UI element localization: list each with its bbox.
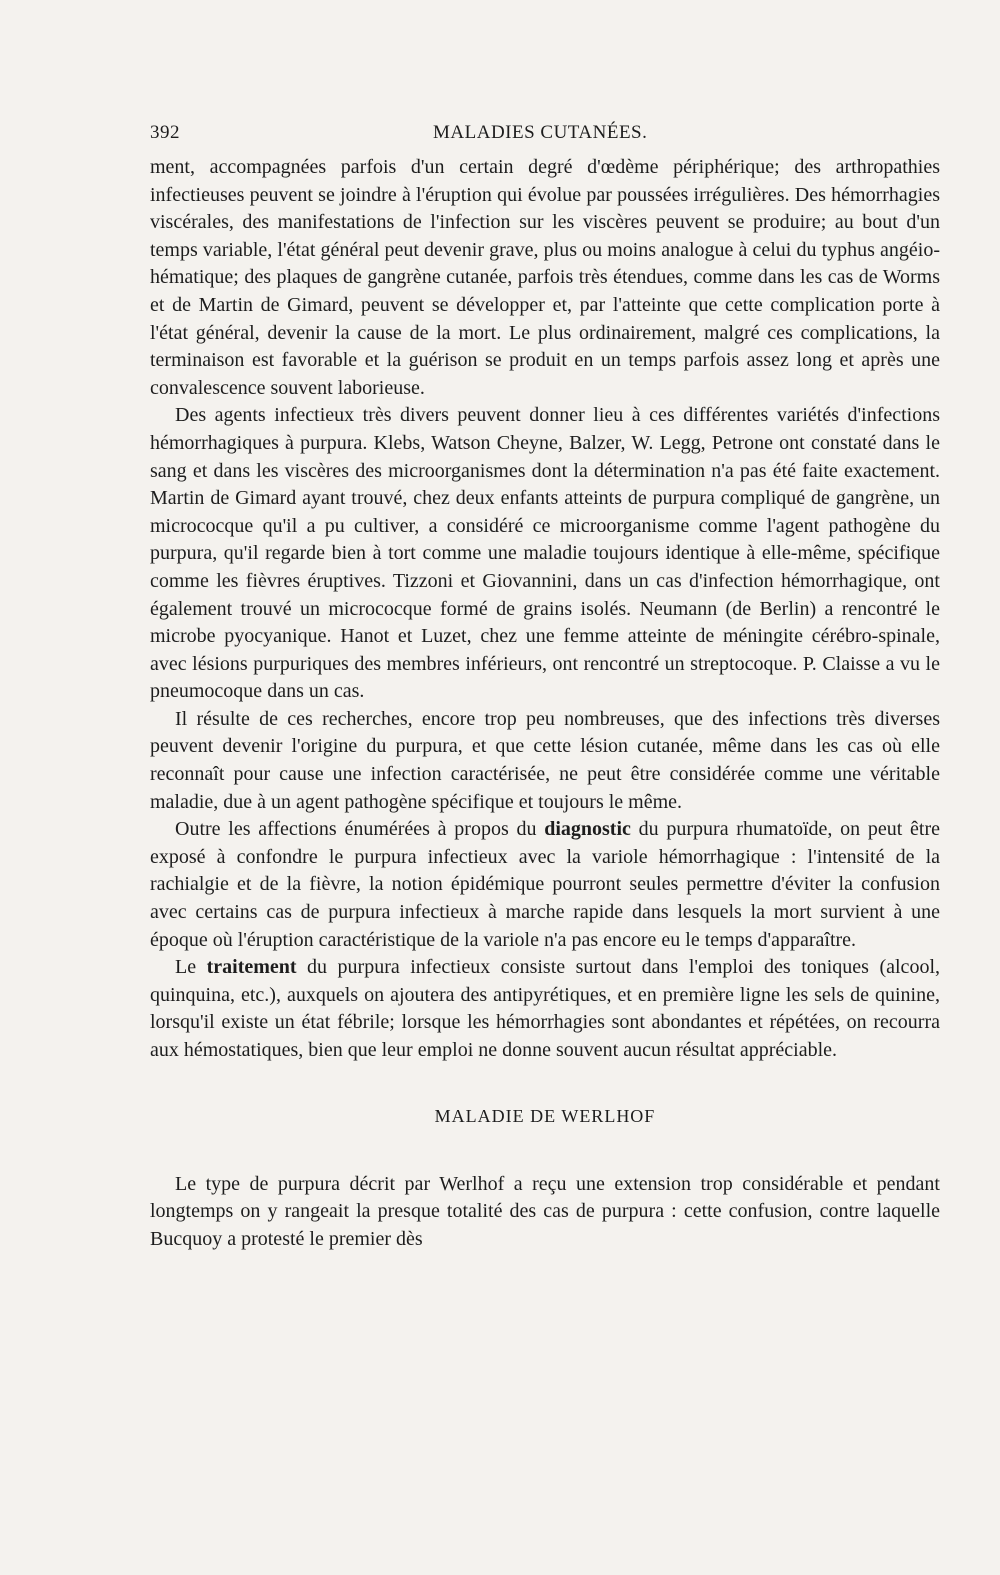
- page: [150, 122, 940, 1253]
- running-title: MALADIES CUTANÉES.: [433, 122, 648, 143]
- running-head: [150, 122, 940, 154]
- body-text: [150, 154, 940, 1065]
- paragraph-5-end: du purpura infectieux consiste surtout dans l'emploi des toniques (alcool, quinquina, etc.), auxquels on ajoutera des antipyrétiques, et en première ligne les sels de quinine, lorsqu'il existe un état fébrile; lorsque les hémorrhagies sont abondantes et répétées, on recourra aux hémostatiques, bien que leur emploi ne donne souvent aucun résultat appréciable.: [150, 956, 940, 1061]
- paragraph-4: [150, 816, 940, 954]
- paragraph-4-start: Outre les affections énumérées à propos du: [175, 818, 545, 841]
- traitement-term: traitement: [206, 956, 297, 979]
- paragraph-2: Des agents infectieux très divers peuvent donner lieu à ces différentes variétés d'infections hémorrhagiques à purpura. Klebs, Watson Cheyne, Balzer, W. Legg, Petrone ont constaté dans le sang et dans les viscères des microorganismes dont la détermination n'a pas été faite exactement. Martin de Gimard ayant trouvé, chez deux enfants atteints de purpura compliqué de gangrène, un micrococque qu'il a pu cultiver, a considéré ce microorganisme comme l'agent pathogène du purpura, qu'il regarde bien à tort comme une maladie toujours identique à elle-même, spécifique comme les fièvres éruptives. Tizzoni et Giovannini, dans un cas d'infection hémorrhagique, ont également trouvé un micrococque formé de grains isolés. Neumann (de Berlin) a rencontré le microbe pyocyanique. Hanot et Luzet, chez une femme atteinte de méningite cérébro-spinale, avec lésions purpuriques des membres inférieurs, ont rencontré un streptocoque. P. Claisse a vu le pneumocoque dans un cas.: [150, 404, 940, 703]
- paragraph-4-end: du purpura rhumatoïde, on peut être exposé à confondre le purpura infectieux avec la variole hémorrhagique : l'intensité de la rachialgie et de la fièvre, la notion épidémique pourront seules permettre d'éviter la confusion avec certains cas de purpura infectieux à marche rapide dans lesquels la mort survient à une époque où l'éruption caractéristique de la variole n'a pas encore eu le temps d'apparaître.: [150, 818, 940, 951]
- paragraph-5-start: Le: [175, 956, 207, 979]
- page-number: 392: [150, 122, 180, 143]
- section-text: [150, 1171, 940, 1254]
- paragraph-3: Il résulte de ces recherches, encore trop peu nombreuses, que des infections très diverses peuvent devenir l'origine du purpura, et que cette lésion cutanée, même dans les cas où elle reconnaît pour cause une infection caractérisée, ne peut être considérée comme une véritable maladie, due à un agent pathogène spécifique et toujours le même.: [150, 707, 940, 813]
- section-heading: MALADIE DE WERLHOF: [434, 1105, 656, 1126]
- paragraph-1: ment, accompagnées parfois d'un certain degré d'œdème périphérique; des arthropathies infectieuses peuvent se joindre à l'éruption qui évolue par poussées irrégulières. Des hémorrhagies viscérales, des manifestations de l'infection sur les viscères peuvent se produire; au bout d'un temps variable, l'état général peut devenir grave, plus ou moins analogue à celui du typhus angéio-hématique; des plaques de gangrène cutanée, parfois très étendues, comme dans les cas de Worms et de Martin de Gimard, peuvent se développer et, par l'atteinte que cette complication porte à l'état général, devenir la cause de la mort. Le plus ordinairement, malgré ces complications, la terminaison est favorable et la guérison se produit en un temps parfois assez long et après une convalescence souvent laborieuse.: [150, 156, 940, 399]
- section-paragraph-1: Le type de purpura décrit par Werlhof a reçu une extension trop considérable et pendant longtemps on y rangeait la presque totalité des cas de purpura : cette confusion, contre laquelle Bucquoy a protesté le premier dès: [150, 1172, 940, 1250]
- diagnostic-term: diagnostic: [544, 818, 631, 841]
- paragraph-5: [150, 954, 940, 1064]
